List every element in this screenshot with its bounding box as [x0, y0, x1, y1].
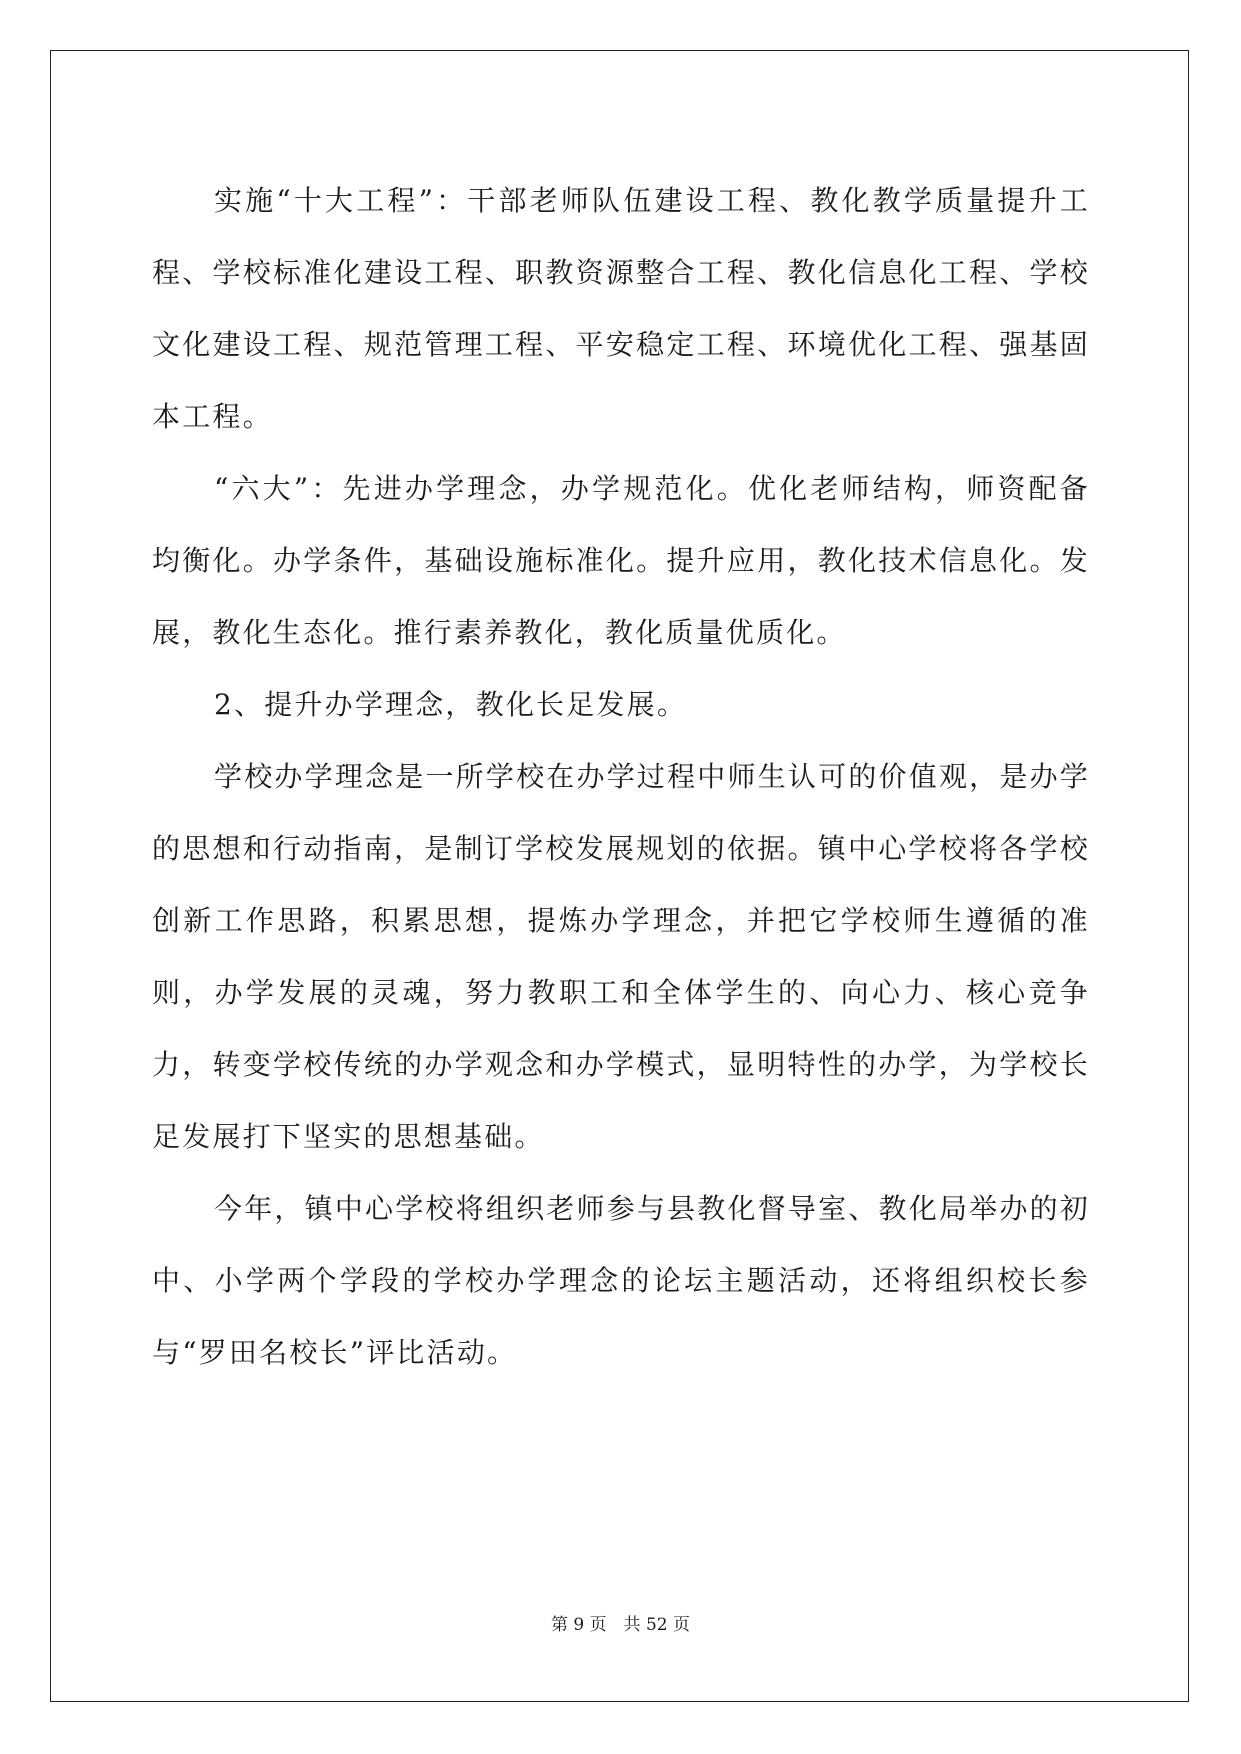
paragraph-school-philosophy: 学校办学理念是一所学校在办学过程中师生认可的价值观，是办学的思想和行动指南，是制订学校发展规划的依据。镇中心学校将各学校创新工作思路，积累思想，提炼办学理念，并把它学校师生遵循的准则，办学发展的灵魂，努力教职工和全体学生的、向心力、核心竞争力，转变学校传统的办学观念和办学模式，显明特性的办学，为学校长足发展打下坚实的思想基础。 [152, 760, 1090, 1153]
paragraph-six-major: “六大”：先进办学理念，办学规范化。优化老师结构，师资配备均衡化。办学条件，基础设施标准化。提升应用，教化技术信息化。发展，教化生态化。推行素养教化，教化质量优质化。 [152, 472, 1090, 649]
paragraph-ten-projects: 实施“十大工程”：干部老师队伍建设工程、教化教学质量提升工程、学校标准化建设工程、职教资源整合工程、教化信息化工程、学校文化建设工程、规范管理工程、平安稳定工程、环境优化工程、强基固本工程。 [152, 184, 1090, 433]
paragraph-section-heading: 2、提升办学理念，教化长足发展。 [214, 688, 688, 721]
page-footer [0, 1610, 1241, 1635]
document-body [152, 165, 1090, 1389]
page-number: 第 9 页 共 52 页 [550, 1615, 691, 1635]
paragraph-this-year: 今年，镇中心学校将组织老师参与县教化督导室、教化局举办的初中、小学两个学段的学校办学理念的论坛主题活动，还将组织校长参与“罗田名校长”评比活动。 [152, 1192, 1090, 1369]
